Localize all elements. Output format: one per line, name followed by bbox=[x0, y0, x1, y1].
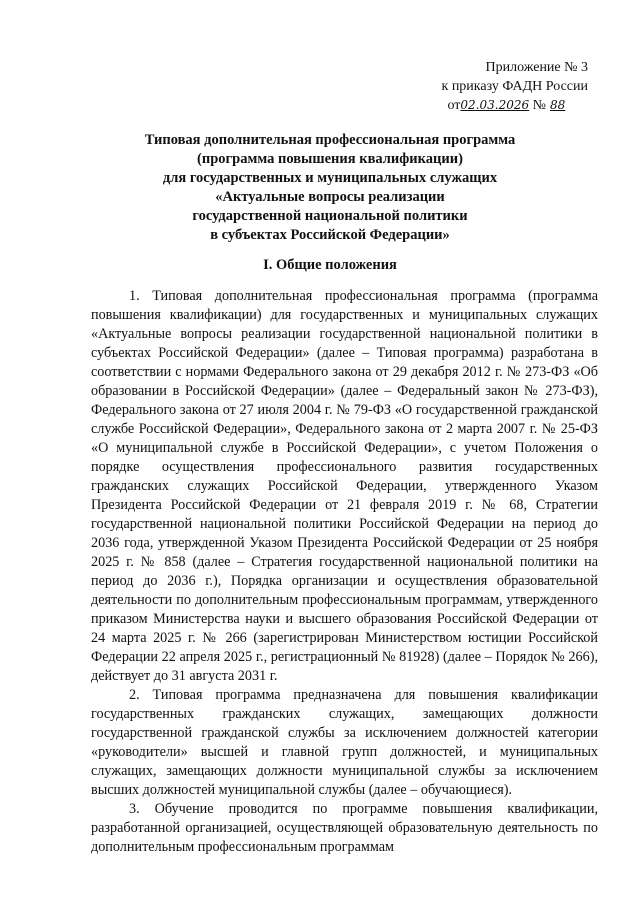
title-line: в субъектах Российской Федерации» bbox=[210, 227, 450, 243]
annex-date: 02.03.2026 bbox=[460, 98, 530, 112]
annex-title: Приложение № 3 bbox=[485, 60, 588, 75]
annex-date-line bbox=[442, 96, 588, 115]
paragraph-2: 2. Типовая программа предназначена для повышения квалификации государственных гражданских служащих, замещающих должности государственной гражданской службы за исключением должностей категории «руководители» высшей и главной групп должностей, и муниципальных служащих, замещающих должности муниципальной службы за исключением высших должностей муниципальной службы (далее – обучающиеся). bbox=[91, 687, 598, 798]
title-line: (программа повышения квалификации) bbox=[197, 151, 463, 167]
paragraph-1: 1. Типовая дополнительная профессиональная программа (программа повышения квалификации) для государственных и муниципальных служащих «Актуальные вопросы реализации государственной национальной политики в субъектах Российской Федерации» (далее – Типовая программа) разработана в соответствии с нормами Федерального закона от 29 декабря 2012 г. № 273-ФЗ «Об образовании в Российской Федерации» (далее – Федеральный закон № 273-ФЗ), Федерального закона от 27 июля 2004 г. № 79-ФЗ «О государственной гражданской службе Российской Федерации», Федерального закона от 2 марта 2007 г. № 25-ФЗ «О муниципальной службе в Российской Федерации», с учетом Положения о порядке осуществления профессионального развития государственных гражданских служащих Российской Федерации, утвержденного Указом Президента Российской Федерации от 21 февраля 2019 г. № 68, Стратегии государственной национальной политики Российской Федерации на период до 2036 года, утвержденной Указом Президента Российской Федерации от 25 ноября 2025 г. № 858 (далее – Стратегия государственной национальной политики на период до 2036 г.), Порядка организации и осуществления образовательной деятельности по дополнительным профессиональным программам, утвержденного приказом Министерства науки и высшего образования Российской Федерации от 24 марта 2025 г. № 266 (зарегистрирован Министерством юстиции Российской Федерации 22 апреля 2025 г., регистрационный № 81928) (далее – Порядок № 266), действует до 31 августа 2031 г. bbox=[91, 288, 598, 684]
paragraph-3: 3. Обучение проводится по программе повышения квалификации, разработанной организацией, осуществляющей образовательную деятельность по дополнительным профессиональным программам bbox=[91, 801, 598, 855]
document-body bbox=[91, 287, 598, 857]
annex-number-sign: № bbox=[532, 98, 546, 113]
title-line: для государственных и муниципальных служащих bbox=[162, 170, 498, 186]
title-line: Типовая дополнительная профессиональная программа bbox=[144, 132, 516, 148]
annex-number: 88 bbox=[550, 98, 566, 112]
section-heading: I. Общие положения bbox=[263, 257, 397, 273]
annex-order-ref: к приказу ФАДН России bbox=[441, 79, 588, 94]
program-title bbox=[60, 131, 600, 245]
annex-block bbox=[442, 58, 588, 115]
annex-date-prefix: от bbox=[447, 98, 461, 113]
title-line: государственной национальной политики bbox=[192, 208, 468, 224]
title-line: «Актуальные вопросы реализации bbox=[215, 189, 445, 205]
